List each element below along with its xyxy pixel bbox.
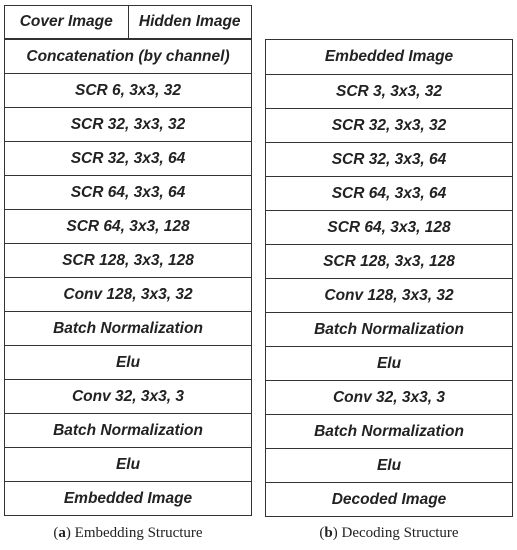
- embedding-layer: Elu: [5, 447, 251, 481]
- hidden-image-cell: Hidden Image: [128, 6, 252, 38]
- caption-letter-b: b: [324, 525, 333, 541]
- embedding-layer: Conv 128, 3x3, 32: [5, 277, 251, 311]
- decoding-layer: Elu: [266, 346, 512, 380]
- decoding-layer: SCR 128, 3x3, 128: [266, 244, 512, 278]
- embedding-layer: SCR 32, 3x3, 64: [5, 141, 251, 175]
- decoding-layer: SCR 32, 3x3, 32: [266, 108, 512, 142]
- embedding-layer: Batch Normalization: [5, 413, 251, 447]
- embedding-output: Embedded Image: [5, 481, 251, 515]
- embedding-layer: SCR 64, 3x3, 128: [5, 209, 251, 243]
- decoding-layer: Conv 32, 3x3, 3: [266, 380, 512, 414]
- embedding-layer: SCR 6, 3x3, 32: [5, 73, 251, 107]
- embedding-layer: Concatenation (by channel): [5, 39, 251, 73]
- embedding-layer: Conv 32, 3x3, 3: [5, 379, 251, 413]
- embedding-layer-list: [4, 38, 252, 516]
- decoding-layer: Elu: [266, 448, 512, 482]
- embedding-layer: SCR 32, 3x3, 32: [5, 107, 251, 141]
- caption-letter-a: a: [58, 525, 66, 541]
- decoding-layer: SCR 64, 3x3, 64: [266, 176, 512, 210]
- decoding-layer: SCR 3, 3x3, 32: [266, 74, 512, 108]
- embedding-structure-table: [4, 5, 252, 516]
- caption-text-a: Embedding Structure: [74, 525, 203, 541]
- decoding-caption: (b) Decoding Structure: [319, 525, 459, 541]
- decoding-input: Embedded Image: [324, 48, 454, 65]
- decoding-layer-list: [265, 39, 513, 517]
- embedding-layer: SCR 128, 3x3, 128: [5, 243, 251, 277]
- decoding-layer: Conv 128, 3x3, 32: [266, 278, 512, 312]
- embedding-caption: (a) Embedding Structure: [53, 525, 203, 541]
- decoding-layer: SCR 64, 3x3, 128: [266, 210, 512, 244]
- embedding-layer: Elu: [5, 345, 251, 379]
- embedding-input-row: [4, 5, 252, 38]
- decoding-layer: Batch Normalization: [266, 312, 512, 346]
- decoding-layer: SCR 32, 3x3, 64: [266, 142, 512, 176]
- embedding-layer: SCR 64, 3x3, 64: [5, 175, 251, 209]
- caption-text-b: Decoding Structure: [341, 525, 459, 541]
- embedding-layer: Batch Normalization: [5, 311, 251, 345]
- decoding-output: Decoded Image: [266, 482, 512, 516]
- decoding-layer: Batch Normalization: [266, 414, 512, 448]
- decoding-structure-table: [265, 39, 513, 517]
- cover-image-cell: Cover Image: [19, 13, 113, 30]
